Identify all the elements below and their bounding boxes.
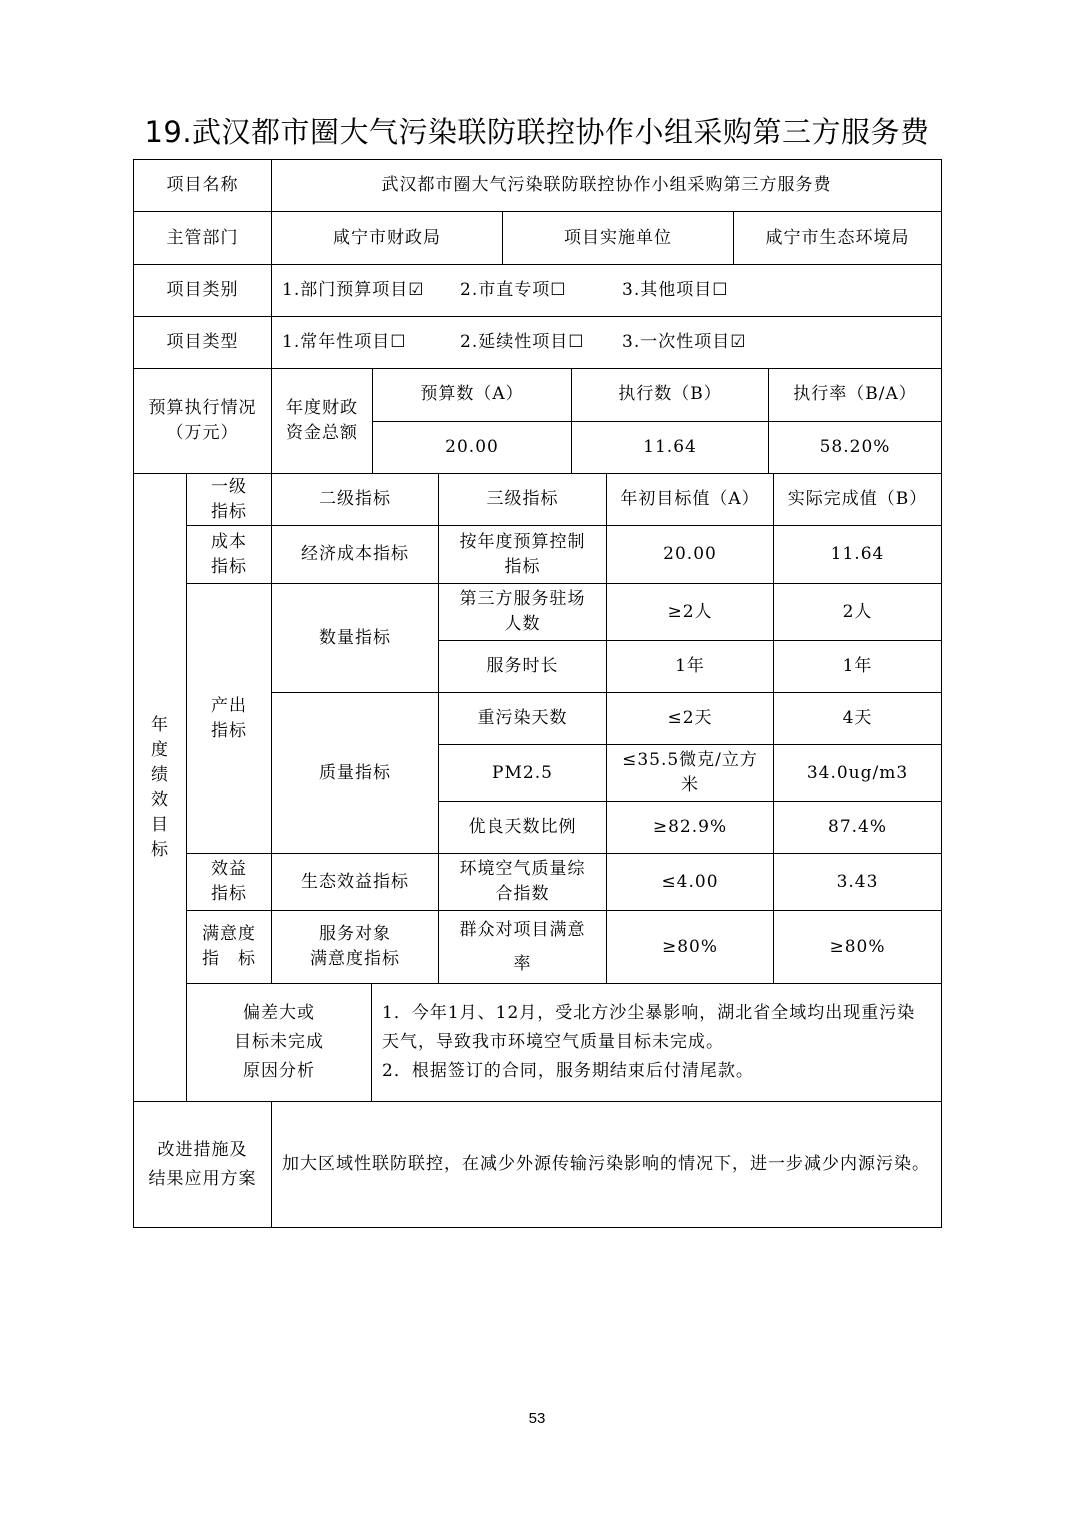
benefit-level3-line1: 环境空气质量综: [459, 859, 586, 879]
perf-benefit-row: [134, 854, 942, 911]
cost-level1-line1: 成本: [211, 531, 247, 552]
perf-side-char: 绩: [151, 764, 169, 785]
quantity-level2: 数量指标: [272, 584, 439, 693]
category-label: 项目类别: [134, 265, 272, 317]
benefit-target: ≤4.00: [607, 854, 774, 911]
perf-satisfaction-row: [134, 911, 942, 984]
header-level1-line2: 指标: [211, 501, 247, 522]
deviation-text-2: 2．根据签订的合同，服务期结束后付清尾款。: [382, 1061, 754, 1081]
page-title: 19.武汉都市圈大气污染联防联控协作小组采购第三方服务费: [144, 115, 930, 149]
perf-side-char: 目: [151, 814, 169, 835]
row-category: [134, 265, 942, 317]
header-actual: 实际完成值（B）: [774, 474, 942, 526]
satisfaction-level1: [187, 911, 272, 984]
header-level1: [187, 474, 272, 526]
budget-label-line2: （万元）: [166, 423, 239, 443]
performance-table: [133, 159, 942, 1228]
benefit-level1: [187, 854, 272, 911]
improve-label: [134, 1102, 272, 1228]
row-type: [134, 317, 942, 369]
benefit-level3-line2: 合指数: [495, 884, 550, 904]
header-target: 年初目标值（A）: [607, 474, 774, 526]
dept-label: 主管部门: [134, 212, 272, 265]
row-deviation: [134, 984, 942, 1102]
deviation-label-line2: 目标未完成: [234, 1032, 324, 1052]
impl-label: 项目实施单位: [503, 212, 734, 264]
k2-actual: 34.0ug/m3: [774, 745, 942, 802]
row-budget: [134, 369, 942, 474]
k3-actual: 87.4%: [774, 802, 942, 854]
budget-value-rate: 58.20%: [769, 421, 942, 473]
category-options: [272, 265, 942, 317]
category-option-1: 1.部门预算项目☑: [282, 280, 425, 300]
project-name-label: 项目名称: [134, 160, 272, 212]
cost-level2: 经济成本指标: [272, 526, 439, 584]
impl-value: 咸宁市生态环境局: [734, 212, 942, 264]
satisfaction-level2: [272, 911, 439, 984]
satisfaction-actual: ≥80%: [774, 911, 942, 984]
budget-label: [134, 369, 272, 474]
k1-target: ≤2天: [607, 693, 774, 745]
quality-level2: 质量指标: [272, 693, 439, 854]
benefit-level1-line1: 效益: [211, 859, 247, 879]
budget-col-a: 预算数（A）: [373, 369, 572, 421]
improve-text: 加大区域性联防联控，在减少外源传输污染影响的情况下，进一步减少内源污染。: [272, 1102, 942, 1228]
budget-value-b: 11.64: [572, 421, 769, 473]
header-level2: 二级指标: [272, 474, 439, 526]
perf-cost-row: [134, 526, 942, 584]
perf-side-label: [134, 474, 187, 1102]
satisfaction-level2-line1: 服务对象: [319, 924, 391, 944]
perf-side-char: 效: [151, 789, 169, 810]
benefit-actual: 3.43: [774, 854, 942, 911]
cost-level3-line1: 按年度预算控制: [459, 531, 586, 552]
perf-side-char: 年: [151, 714, 169, 735]
header-level3: 三级指标: [439, 474, 607, 526]
deviation-label-line3: 原因分析: [243, 1061, 315, 1081]
type-option-1: 1.常年性项目☐: [282, 332, 407, 352]
satisfaction-level3: [439, 911, 607, 984]
benefit-level3: [439, 854, 607, 911]
dept-value: 咸宁市财政局: [333, 227, 441, 248]
cost-actual: 11.64: [774, 526, 942, 584]
budget-cell: [272, 369, 942, 474]
q1-level3-line1: 第三方服务驻场: [459, 589, 586, 609]
type-label: 项目类型: [134, 317, 272, 369]
satisfaction-level2-line2: 满意度指标: [310, 949, 400, 969]
perf-side-char: 度: [151, 739, 169, 760]
perf-header-row: [134, 474, 942, 526]
k3-level3: 优良天数比例: [439, 802, 607, 854]
output-level1: [187, 584, 272, 854]
satisfaction-level3-line2: 率: [513, 954, 532, 974]
q2-level3: 服务时长: [439, 641, 607, 693]
budget-col-rate: 执行率（B/A）: [769, 369, 942, 421]
deviation-label: [187, 984, 372, 1102]
type-option-2: 2.延续性项目☐: [460, 332, 585, 352]
satisfaction-level1-line2: 指 标: [202, 949, 256, 969]
row-project-name: [134, 160, 942, 212]
perf-quantity-row-1: [134, 584, 942, 641]
deviation-text-1: 1．今年1月、12月，受北方沙尘暴影响，湖北省全域均出现重污染天气，导致我市环境空气质量目标未完成。: [382, 1003, 916, 1052]
header-level1-line1: 一级: [211, 476, 247, 497]
q1-level3: [439, 584, 607, 641]
row-improvement: [134, 1102, 942, 1228]
deviation-text: [372, 984, 942, 1102]
benefit-level1-line2: 指标: [211, 884, 247, 904]
type-option-3: 3.一次性项目☑: [622, 332, 747, 352]
row-department: [134, 212, 942, 265]
k1-level3: 重污染天数: [439, 693, 607, 745]
improve-label-line2: 结果应用方案: [148, 1168, 257, 1189]
output-level1-line1: 产出: [211, 695, 247, 716]
deviation-label-line1: 偏差大或: [243, 1003, 315, 1023]
k2-target-line1: ≤35.5微克/立方: [622, 750, 758, 770]
page-number: 53: [528, 1410, 546, 1427]
q1-actual: 2人: [774, 584, 942, 641]
k3-target: ≥82.9%: [607, 802, 774, 854]
satisfaction-level3-line1: 群众对项目满意: [459, 920, 586, 940]
satisfaction-target: ≥80%: [607, 911, 774, 984]
output-level1-line2: 指标: [211, 720, 247, 741]
q1-level3-line2: 人数: [504, 614, 541, 634]
k2-target: [607, 745, 774, 802]
cost-level3: [439, 526, 607, 584]
category-option-3: 3.其他项目☐: [622, 280, 729, 300]
satisfaction-level1-line1: 满意度: [202, 924, 256, 944]
fund-total-line1: 年度财政: [286, 398, 358, 418]
q2-actual: 1年: [774, 641, 942, 693]
cost-level1: [187, 526, 272, 584]
budget-value-a: 20.00: [373, 421, 572, 473]
q2-target: 1年: [607, 641, 774, 693]
k2-target-line2: 米: [681, 775, 699, 795]
cost-target: 20.00: [607, 526, 774, 584]
dept-cell: [272, 212, 942, 265]
budget-col-b: 执行数（B）: [572, 369, 769, 421]
k1-actual: 4天: [774, 693, 942, 745]
category-option-2: 2.市直专项☐: [460, 280, 567, 300]
type-options: [272, 317, 942, 369]
cost-level1-line2: 指标: [211, 556, 247, 577]
perf-side-char: 标: [151, 839, 169, 860]
fund-total-line2: 资金总额: [286, 423, 358, 443]
fund-total-label: [272, 369, 373, 473]
q1-target: ≥2人: [607, 584, 774, 641]
project-name-value: 武汉都市圈大气污染联防联控协作小组采购第三方服务费: [272, 160, 942, 212]
cost-level3-line2: 指标: [504, 556, 541, 577]
benefit-level2: 生态效益指标: [272, 854, 439, 911]
improve-label-line1: 改进措施及: [157, 1139, 248, 1160]
budget-label-line1: 预算执行情况: [148, 398, 257, 418]
k2-level3: PM2.5: [439, 745, 607, 802]
